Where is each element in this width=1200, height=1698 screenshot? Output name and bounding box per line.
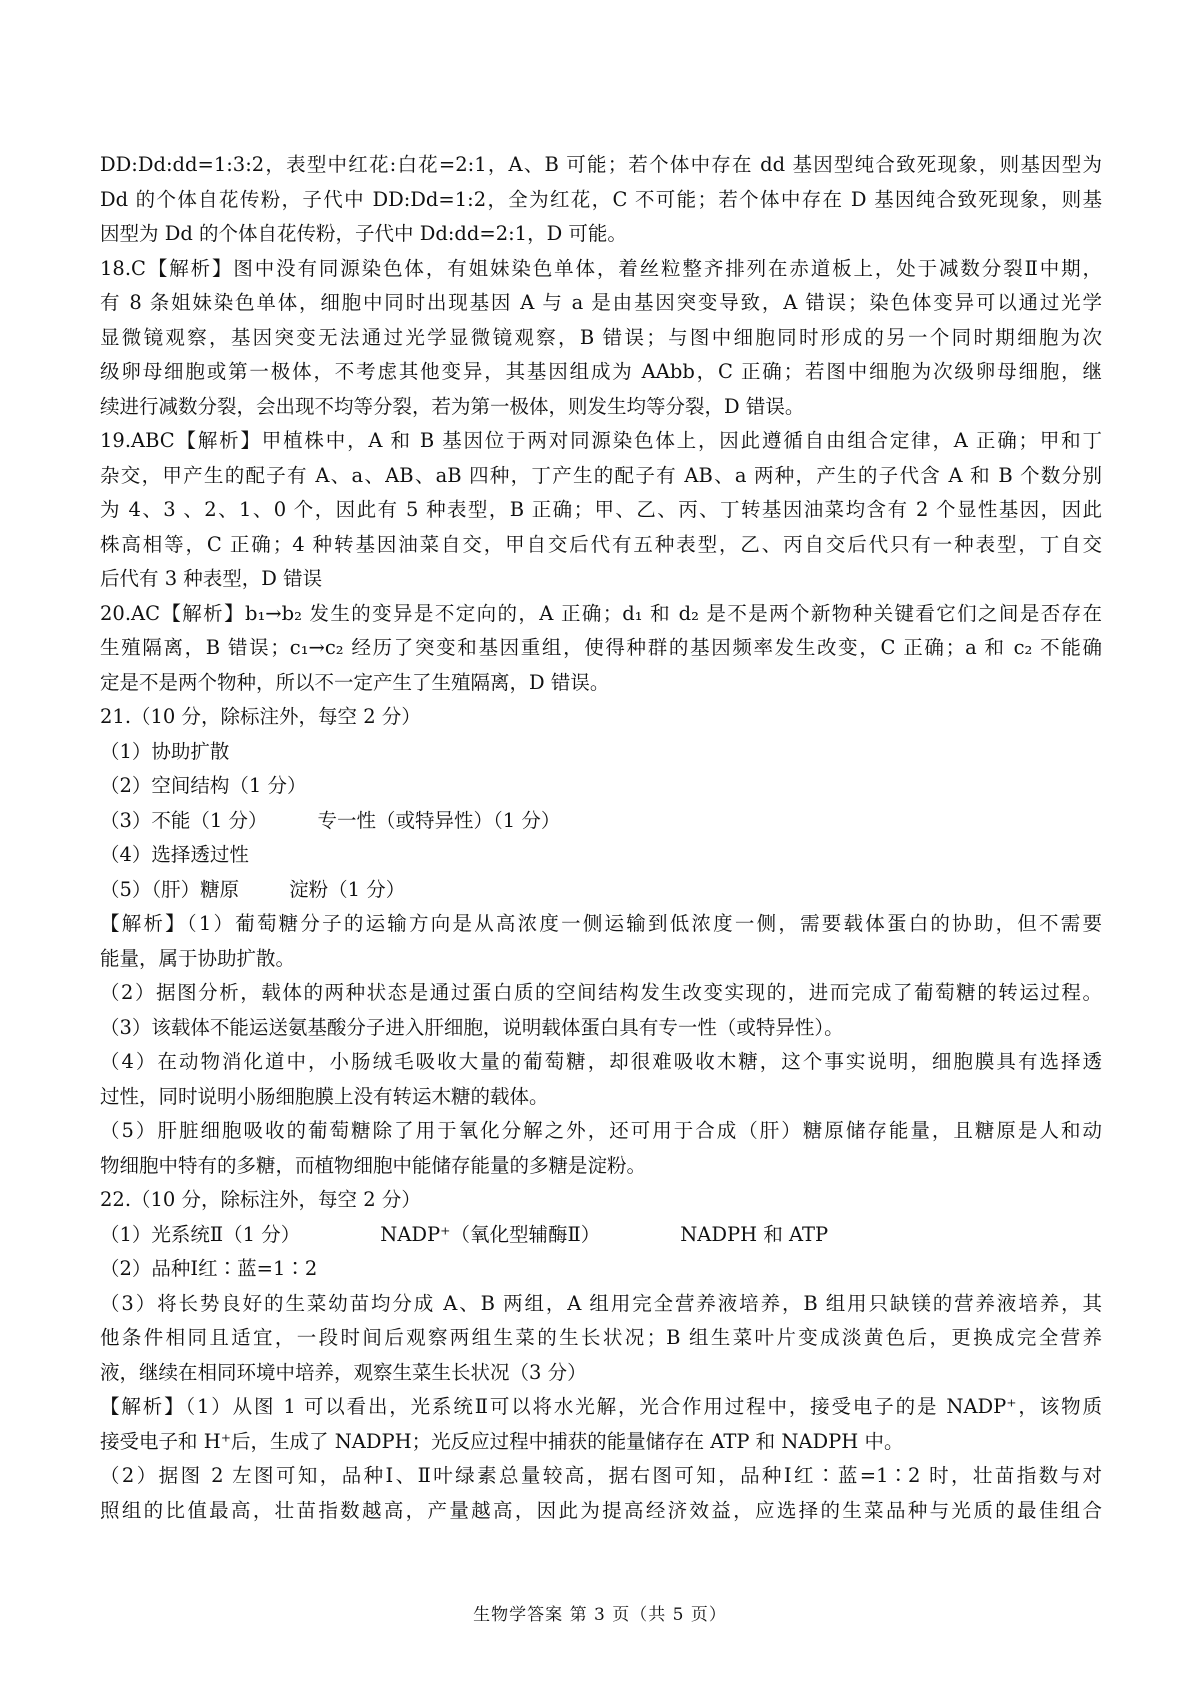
answer-line: （2）空间结构（1 分） [100,774,307,797]
text-line: 杂交，甲产生的配子有 A、a、AB、aB 四种，丁产生的配子有 AB、a 两种，产生的子代含 A 和 B 个数分别 [100,463,1102,487]
text-line: DD:Dd:dd=1:3:2，表型中红花:白花=2:1，A、B 可能；若个体中存在 dd 基因型纯合致死现象，则基因型为 [100,153,1102,176]
text-line: Dd 的个体自花传粉，子代中 DD:Dd=1:2，全为红花，C 不可能；若个体中存在 D 基因纯合致死现象，则基 [100,187,1102,211]
text-line: 生殖隔离，B 错误；c₁→c₂ 经历了突变和基因重组，使得种群的基因频率发生改变，C 正确；a 和 c₂ 不能确 [100,636,1102,659]
text-line: （5）肝脏细胞吸收的葡萄糖除了用于氧化分解之外，还可用于合成（肝）糖原储存能量，且糖原是人和动 [100,1119,1102,1142]
text-line: 【解析】（1）葡萄糖分子的运输方向是从高浓度一侧运输到低浓度一侧，需要载体蛋白的协助，但不需要 [100,912,1102,935]
text-line: 续进行减数分裂，会出现不均等分裂，若为第一极体，则发生均等分裂，D 错误。 [100,394,805,418]
answer-line [100,804,1102,839]
question-21-heading: 21.（10 分，除标注外，每空 2 分） [100,705,421,728]
answer-part: （1）光系统Ⅱ（1 分） [100,1222,301,1246]
answer-line: （4）选择透过性 [100,843,249,866]
answer-part: NADP⁺（氧化型辅酶Ⅱ） [380,1222,601,1246]
text-line: 液，继续在相同环境中培养，观察生菜生长状况（3 分） [100,1360,587,1384]
answer-part: （3）不能（1 分） [100,808,268,832]
text-line: 后代有 3 种表型，D 错误 [100,567,323,590]
text-line: 显微镜观察，基因突变无法通过光学显微镜观察，B 错误；与图中细胞同时形成的另一个同时期细胞为次 [100,325,1102,349]
text-line: （3）将长势良好的生菜幼苗均分成 A、B 两组，A 组用完全营养液培养，B 组用只缺镁的营养液培养，其 [100,1291,1102,1315]
text-line: 定是不是两个物种，所以不一定产生了生殖隔离，D 错误。 [100,670,610,694]
text-line: （2）据图分析，载体的两种状态是通过蛋白质的空间结构发生改变实现的，进而完成了葡萄糖的转运过程。 [100,981,1102,1004]
question-22-heading: 22.（10 分，除标注外，每空 2 分） [100,1188,421,1211]
text-line: 株高相等，C 正确；4 种转基因油菜自交，甲自交后代有五种表型，乙、丙自交后代只有一种表型，丁自交 [100,532,1102,556]
text-line: 有 8 条姐妹染色单体，细胞中同时出现基因 A 与 a 是由基因突变导致，A 错误；染色体变异可以通过光学 [100,291,1102,314]
answer-line: （2）品种Ⅰ红∶蓝=1∶2 [100,1257,318,1280]
answer-text-body [100,148,1102,1528]
text-line: 物细胞中特有的多糖，而植物细胞中能储存能量的多糖是淀粉。 [100,1153,647,1177]
text-line: 接受电子和 H⁺后，生成了 NADPH；光反应过程中捕获的能量储存在 ATP 和 NADPH 中。 [100,1429,904,1453]
text-line: 【解析】（1）从图 1 可以看出，光系统Ⅱ可以将水光解，光合作用过程中，接受电子的是 NADP⁺，该物质 [100,1395,1102,1418]
text-line: 他条件相同且适宜，一段时间后观察两组生菜的生长状况；B 组生菜叶片变成淡黄色后，更换成完全营养 [100,1326,1102,1349]
answer-line: （1）协助扩散 [100,739,230,763]
answer-part: （5）（肝）糖原 [100,877,240,901]
answer-line [100,873,1102,908]
text-line: 为 4、3 、2、1、0 个，因此有 5 种表型，B 正确；甲、乙、丙、丁转基因油菜均含有 2 个显性基因，因此 [100,498,1102,521]
text-line: （2）据图 2 左图可知，品种Ⅰ、Ⅱ叶绿素总量较高，据右图可知，品种Ⅰ红∶蓝=1∶2 时，壮苗指数与对 [100,1464,1102,1487]
answer-line [100,1218,1102,1253]
text-line: （4）在动物消化道中，小肠绒毛吸收大量的葡萄糖，却很难吸收木糖，这个事实说明，细胞膜具有选择透 [100,1050,1102,1073]
text-line: （3）该载体不能运送氨基酸分子进入肝细胞，说明载体蛋白具有专一性（或特异性）。 [100,1015,844,1039]
text-line: 19.ABC【解析】甲植株中，A 和 B 基因位于两对同源染色体上，因此遵循自由组合定律，A 正确；甲和丁 [100,429,1102,452]
answer-part: 淀粉（1 分） [289,877,406,901]
page-footer: 生物学答案 第 3 页（共 5 页） [473,1605,727,1625]
text-line: 18.C【解析】图中没有同源染色体，有姐妹染色单体，着丝粒整齐排列在赤道板上，处于减数分裂Ⅱ中期， [100,256,1102,280]
text-line: 20.AC【解析】b₁→b₂ 发生的变异是不定向的，A 正确；d₁ 和 d₂ 是不是两个新物种关键看它们之间是否存在 [100,601,1102,625]
answer-part: NADPH 和 ATP [680,1222,829,1246]
answer-part: 专一性（或特异性）（1 分） [317,808,561,832]
text-line: 照组的比值最高，壮苗指数越高，产量越高，因此为提高经济效益，应选择的生菜品种与光质的最佳组合 [100,1498,1102,1522]
text-line: 级卵母细胞或第一极体，不考虑其他变异，其基因组成为 AAbb，C 正确；若图中细胞为次级卵母细胞，继 [100,360,1102,383]
text-line: 因型为 Dd 的个体自花传粉，子代中 Dd:dd=2:1，D 可能。 [100,222,627,245]
text-line: 过性，同时说明小肠细胞膜上没有转运木糖的载体。 [100,1084,549,1108]
text-line: 能量，属于协助扩散。 [100,946,296,970]
